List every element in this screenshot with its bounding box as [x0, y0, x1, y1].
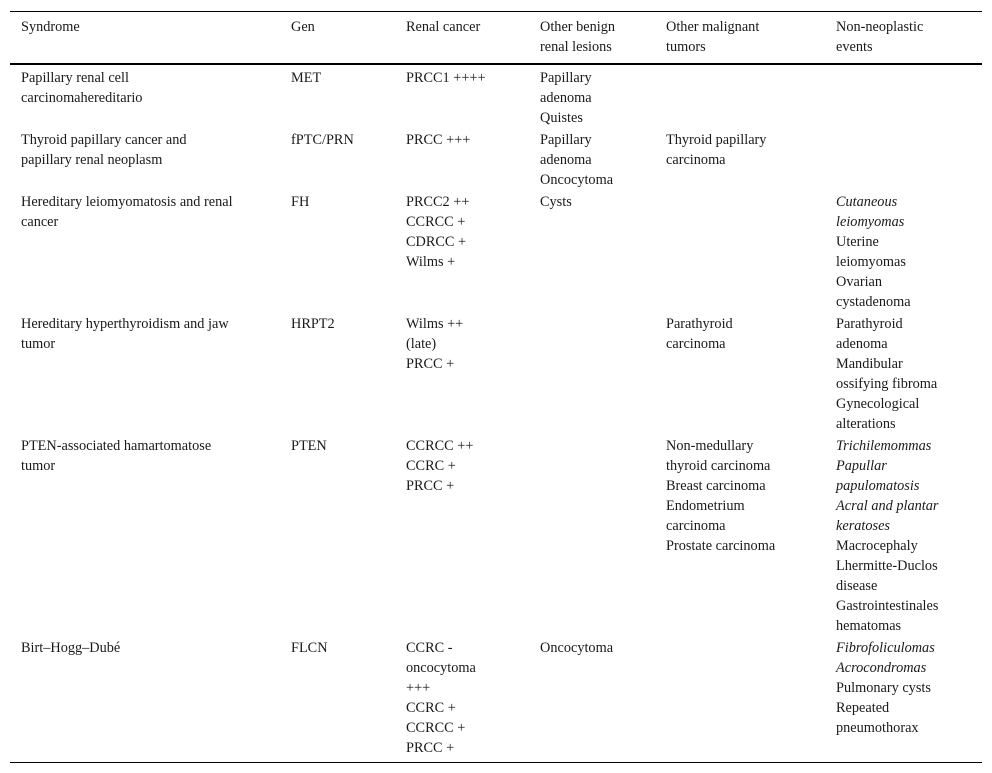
- cell-line: Thyroid papillary: [666, 132, 767, 148]
- cell-line: Repeated: [836, 700, 890, 716]
- cell-line: CCRC +: [406, 458, 456, 474]
- cell-line: Cysts: [540, 194, 572, 210]
- cell-line: Breast carcinoma: [666, 478, 766, 494]
- table-header: [10, 12, 982, 65]
- renal-cancer-cell: [395, 313, 529, 435]
- benign-lesions-cell: [529, 64, 655, 129]
- table-row: [10, 64, 982, 129]
- cell-line: PTEN-associated hamartomatose: [21, 438, 212, 454]
- cell-line: Papillary: [540, 70, 592, 86]
- cell-line: Wilms +: [406, 254, 456, 270]
- cell-line: adenoma: [540, 90, 592, 106]
- cell-line: pneumothorax: [836, 720, 919, 736]
- malignant-tumors-cell: [655, 313, 825, 435]
- cell-line: PRCC1 ++++: [406, 70, 486, 86]
- table-row: [10, 313, 982, 435]
- cell-line: Gynecological: [836, 396, 920, 412]
- cell-line: Oncocytoma: [540, 172, 614, 188]
- cell-line: Prostate carcinoma: [666, 538, 776, 554]
- renal-cancer-cell: [395, 129, 529, 191]
- benign-lesions-cell: [529, 637, 655, 763]
- cell-line: disease: [836, 578, 878, 594]
- cell-line: Gastrointestinales: [836, 598, 939, 614]
- cell-line: Mandibular: [836, 356, 903, 372]
- renal-cancer-cell: [395, 435, 529, 637]
- benign-lesions-cell: [529, 435, 655, 637]
- cell-line: Papillary renal cell: [21, 70, 129, 86]
- malignant-tumors-cell: [655, 435, 825, 637]
- cell-line: adenoma: [540, 152, 592, 168]
- cell-line: alterations: [836, 416, 896, 432]
- cell-line: CCRCC ++: [406, 438, 474, 454]
- non-neoplastic-cell: [825, 313, 982, 435]
- header-other-malignant: Other malignant tumors: [666, 19, 760, 55]
- cell-line: cancer: [21, 214, 59, 230]
- malignant-tumors-cell: [655, 191, 825, 313]
- cell-line: hematomas: [836, 618, 902, 634]
- cell-line: fPTC/PRN: [291, 132, 354, 148]
- non-neoplastic-cell: [825, 64, 982, 129]
- cell-line: CCRC +: [406, 700, 456, 716]
- non-neoplastic-cell: [825, 637, 982, 763]
- cell-line: tumor: [21, 336, 56, 352]
- table-row: [10, 637, 982, 763]
- cell-line: Ovarian: [836, 274, 883, 290]
- cell-line: MET: [291, 70, 322, 86]
- header-renal-cancer: Renal cancer: [406, 19, 481, 35]
- cell-line: PRCC +: [406, 740, 455, 756]
- gene-cell: [280, 64, 395, 129]
- cell-line: Endometrium: [666, 498, 745, 514]
- cell-line: PRCC2 ++: [406, 194, 470, 210]
- cell-line: Acrocondromas: [836, 660, 927, 676]
- header-row: [10, 12, 982, 65]
- cell-line: Non-medullary: [666, 438, 754, 454]
- cell-line: CCRCC +: [406, 720, 466, 736]
- cell-line: Thyroid papillary cancer and: [21, 132, 187, 148]
- cell-line: Uterine: [836, 234, 879, 250]
- cell-line: Hereditary leiomyomatosis and renal: [21, 194, 233, 210]
- cell-line: keratoses: [836, 518, 890, 534]
- table-figure: [10, 0, 982, 766]
- cell-line: thyroid carcinoma: [666, 458, 771, 474]
- cell-line: CCRCC +: [406, 214, 466, 230]
- gene-cell: [280, 637, 395, 763]
- syndrome-table: [10, 11, 982, 763]
- benign-lesions-cell: [529, 313, 655, 435]
- syndrome-cell: [10, 129, 280, 191]
- syndrome-cell: [10, 435, 280, 637]
- benign-lesions-cell: [529, 191, 655, 313]
- cell-line: papulomatosis: [836, 478, 920, 494]
- non-neoplastic-cell: [825, 435, 982, 637]
- cell-line: tumor: [21, 458, 56, 474]
- cell-line: Fibrofoliculomas: [836, 640, 935, 656]
- gene-cell: [280, 313, 395, 435]
- cell-line: (late): [406, 336, 437, 352]
- cell-line: Papillary: [540, 132, 592, 148]
- cell-line: cystadenoma: [836, 294, 911, 310]
- cell-line: Parathyroid: [836, 316, 903, 332]
- renal-cancer-cell: [395, 191, 529, 313]
- non-neoplastic-cell: [825, 129, 982, 191]
- table-row: [10, 129, 982, 191]
- cell-line: leiomyomas: [836, 254, 906, 270]
- cell-line: papillary renal neoplasm: [21, 152, 163, 168]
- cell-line: PRCC +: [406, 478, 455, 494]
- cell-line: Oncocytoma: [540, 640, 614, 656]
- cell-line: PRCC +++: [406, 132, 471, 148]
- cell-line: FLCN: [291, 640, 328, 656]
- header-non-neoplastic: Non-neoplastic events: [836, 19, 924, 55]
- table-body: [10, 64, 982, 763]
- table-row: [10, 435, 982, 637]
- cell-line: carcinoma: [666, 518, 726, 534]
- gene-cell: [280, 191, 395, 313]
- cell-line: HRPT2: [291, 316, 335, 332]
- cell-line: Macrocephaly: [836, 538, 918, 554]
- syndrome-cell: [10, 64, 280, 129]
- cell-line: Pulmonary cysts: [836, 680, 931, 696]
- cell-line: Trichilemommas: [836, 438, 932, 454]
- cell-line: Parathyroid: [666, 316, 733, 332]
- cell-line: ossifying fibroma: [836, 376, 938, 392]
- cell-line: CCRC -: [406, 640, 453, 656]
- cell-line: Cutaneous: [836, 194, 898, 210]
- syndrome-cell: [10, 191, 280, 313]
- malignant-tumors-cell: [655, 129, 825, 191]
- cell-line: Wilms ++: [406, 316, 464, 332]
- renal-cancer-cell: [395, 637, 529, 763]
- gene-cell: [280, 129, 395, 191]
- cell-line: FH: [291, 194, 310, 210]
- cell-line: CDRCC +: [406, 234, 467, 250]
- cell-line: adenoma: [836, 336, 888, 352]
- cell-line: Birt–Hogg–Dubé: [21, 640, 121, 656]
- cell-line: Papullar: [836, 458, 887, 474]
- cell-line: leiomyomas: [836, 214, 905, 230]
- non-neoplastic-cell: [825, 191, 982, 313]
- syndrome-cell: [10, 313, 280, 435]
- cell-line: carcinoma: [666, 336, 726, 352]
- benign-lesions-cell: [529, 129, 655, 191]
- cell-line: carcinomahereditario: [21, 90, 143, 106]
- cell-line: carcinoma: [666, 152, 726, 168]
- cell-line: Hereditary hyperthyroidism and jaw: [21, 316, 229, 332]
- table-row: [10, 191, 982, 313]
- cell-line: oncocytoma: [406, 660, 476, 676]
- renal-cancer-cell: [395, 64, 529, 129]
- cell-line: +++: [406, 680, 431, 696]
- gene-cell: [280, 435, 395, 637]
- cell-line: PRCC +: [406, 356, 455, 372]
- cell-line: PTEN: [291, 438, 327, 454]
- cell-line: Lhermitte-Duclos: [836, 558, 938, 574]
- cell-line: Quistes: [540, 110, 583, 126]
- syndrome-cell: [10, 637, 280, 763]
- malignant-tumors-cell: [655, 64, 825, 129]
- header-gen: Gen: [291, 19, 315, 35]
- malignant-tumors-cell: [655, 637, 825, 763]
- header-other-benign: Other benign renal lesions: [540, 19, 616, 55]
- cell-line: Acral and plantar: [836, 498, 939, 514]
- header-syndrome: Syndrome: [21, 19, 80, 35]
